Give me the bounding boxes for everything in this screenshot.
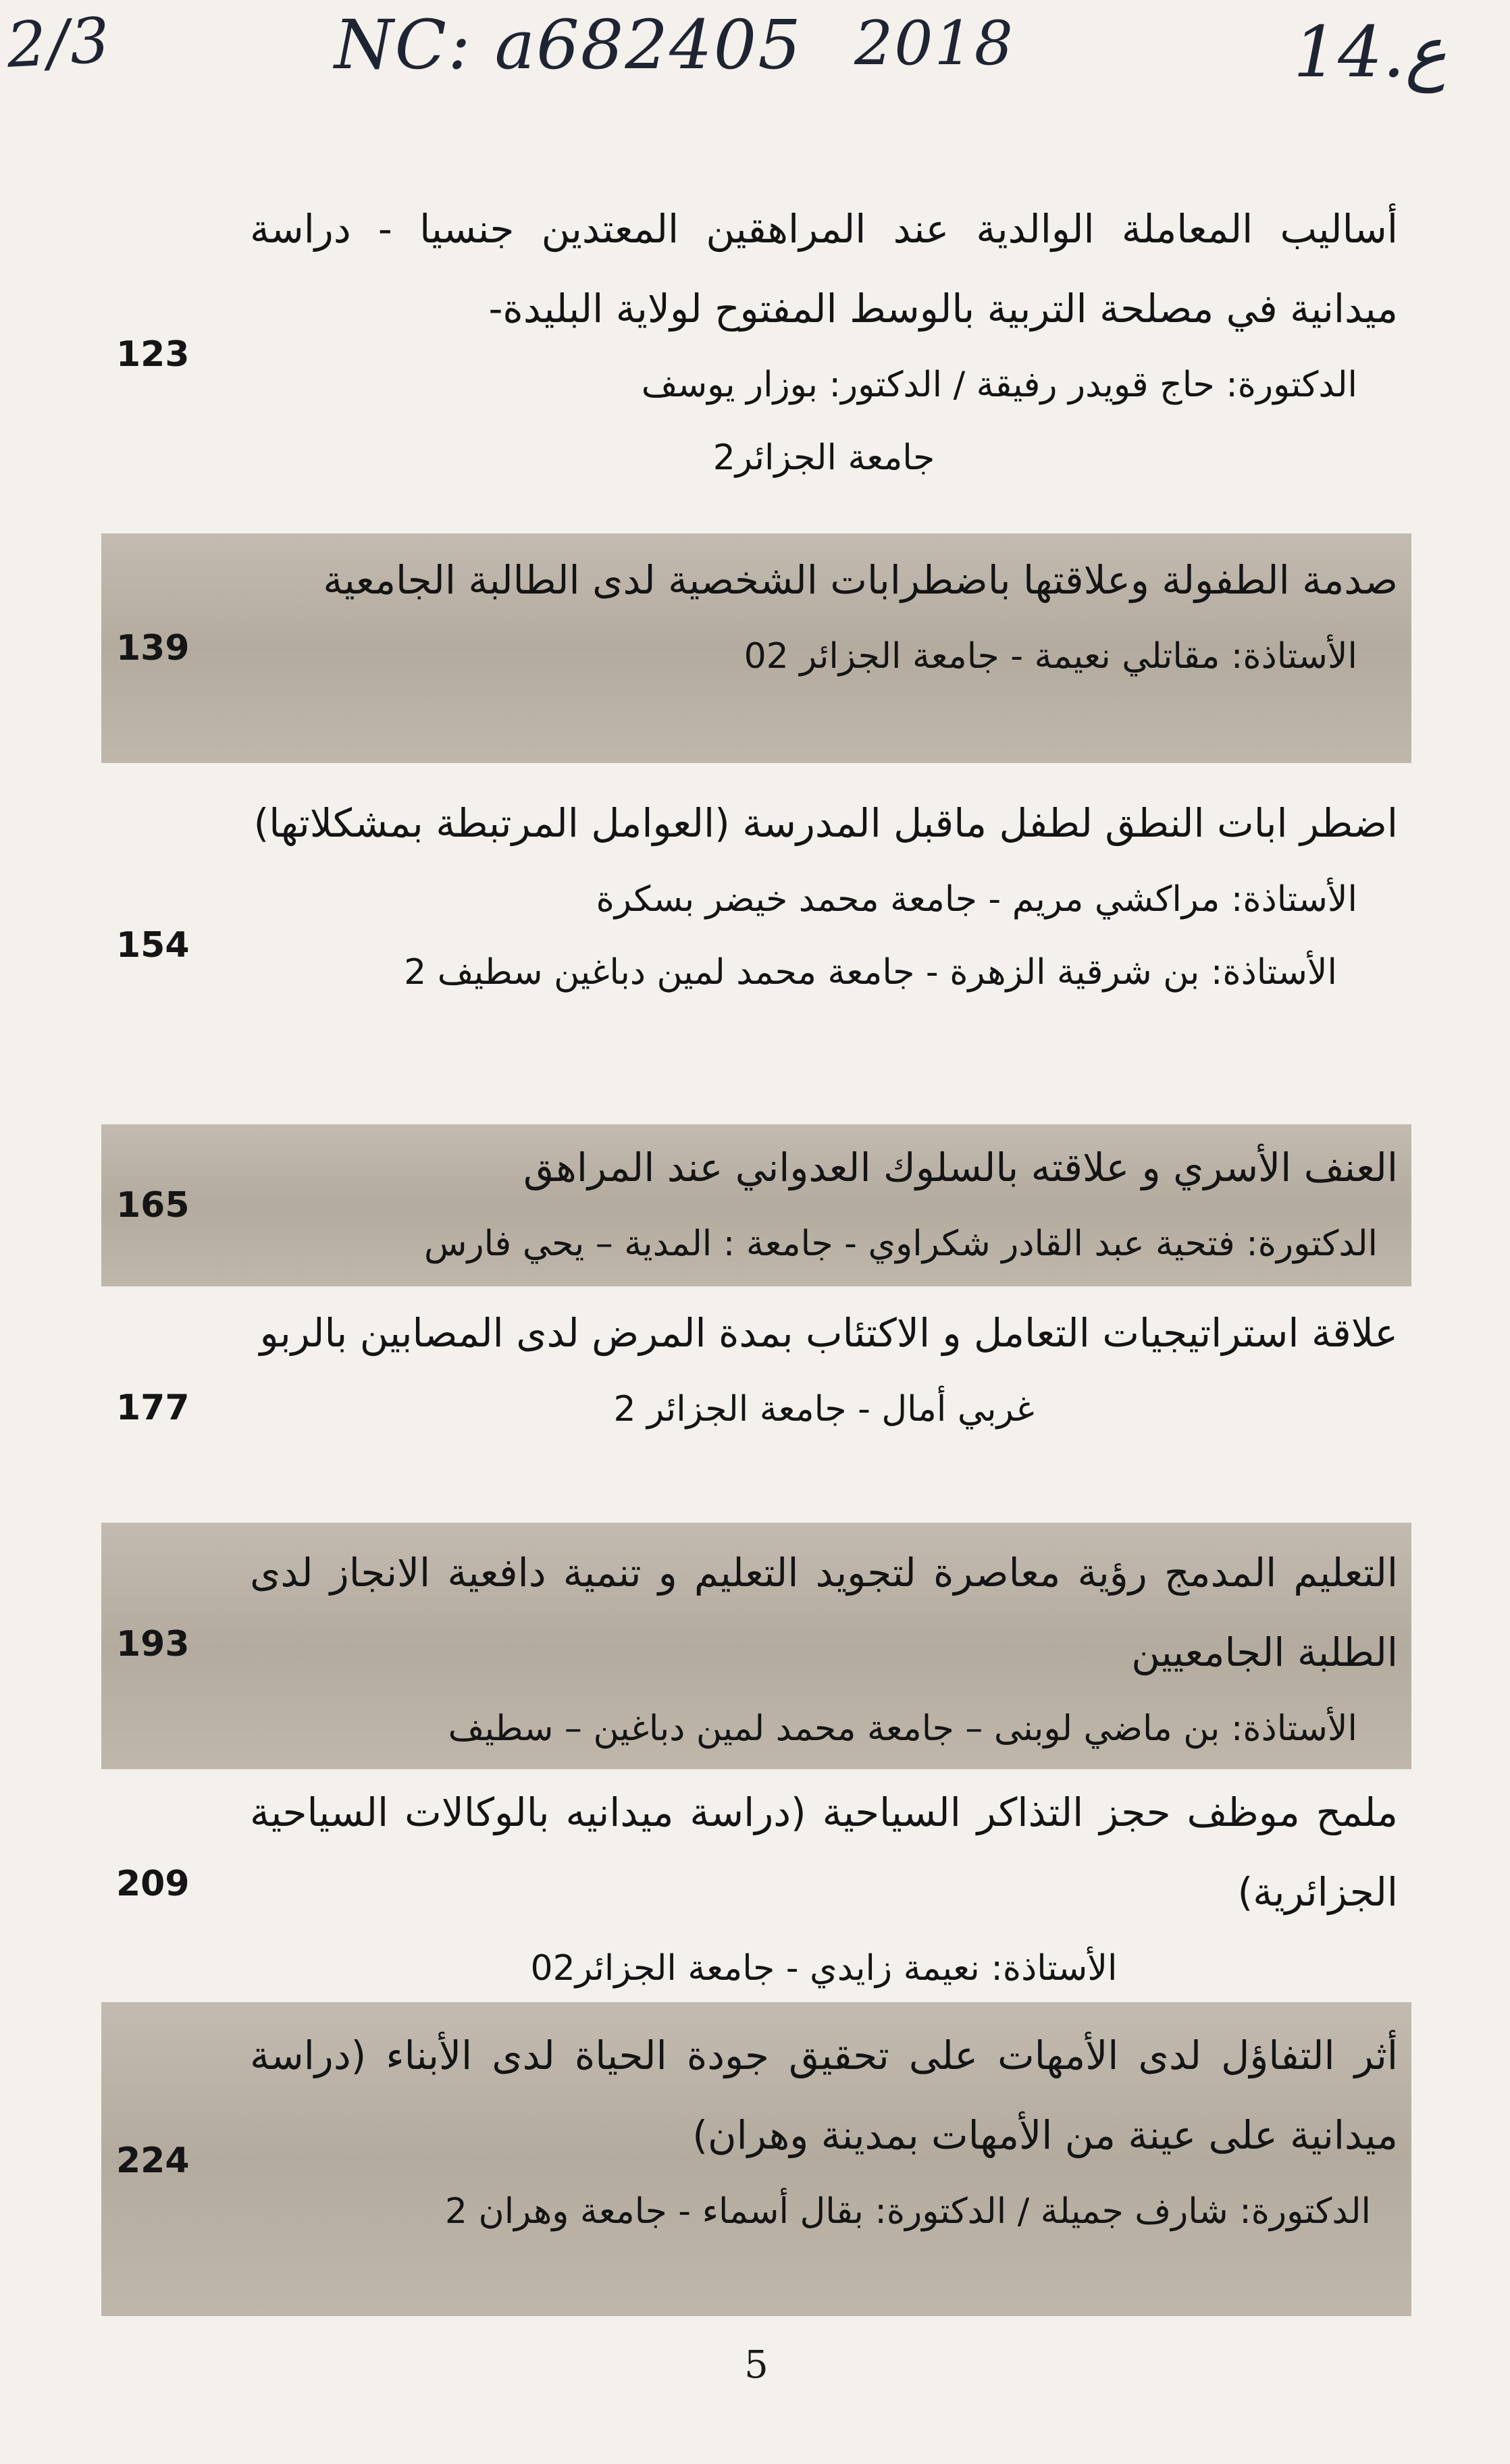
entry-author: الدكتورة: فتحية عبد القادر شكراوي - جامعة : المدية – يحي فارس bbox=[424, 1224, 1378, 1264]
toc-entry bbox=[101, 1523, 1411, 1769]
toc-entry bbox=[101, 2002, 1411, 2316]
entry-author: الأستاذة: بن شرقية الزهرة - جامعة محمد لمين دباغين سطيف 2 bbox=[404, 952, 1337, 993]
toc-entry bbox=[101, 1124, 1411, 1286]
page-number: 5 bbox=[744, 2343, 769, 2387]
toc-entry bbox=[101, 1769, 1411, 2002]
entry-page-number: 154 bbox=[116, 925, 190, 966]
entry-title: العنف الأسري و علاقته بالسلوك العدواني عند المراهق bbox=[523, 1145, 1398, 1190]
entry-author: الأستاذة: مقاتلي نعيمة - جامعة الجزائر 02 bbox=[744, 636, 1357, 677]
entry-page-number: 209 bbox=[116, 1864, 190, 1904]
toc-entry bbox=[101, 780, 1411, 1097]
entry-title: علاقة استراتيجيات التعامل و الاكتئاب بمدة المرض لدى المصابين بالربو bbox=[259, 1310, 1398, 1356]
entry-title: التعليم المدمج رؤية معاصرة لتجويد التعليم و تنمية دافعية الانجاز لدى الطلبة الجامعيين bbox=[250, 1550, 1398, 1675]
entry-page-number: 123 bbox=[116, 334, 190, 375]
entry-page-number: 193 bbox=[116, 1624, 190, 1664]
handwritten-fraction-note: 2/3 bbox=[5, 4, 113, 82]
handwritten-shelf-mark: 14.ع bbox=[1293, 11, 1447, 93]
entry-author: الأستاذة: مراكشي مريم - جامعة محمد خيضر بسكرة bbox=[596, 879, 1357, 920]
entry-title: صدمة الطفولة وعلاقتها باضطرابات الشخصية لدى الطالبة الجامعية bbox=[323, 557, 1398, 603]
entry-title: ملمح موظف حجز التذاكر السياحية (دراسة ميدانيه بالوكالات السياحية الجزائرية) bbox=[250, 1789, 1398, 1915]
toc-entry bbox=[101, 182, 1411, 486]
entry-author: غربي أمال - جامعة الجزائر 2 bbox=[613, 1389, 1035, 1430]
entry-page-number: 177 bbox=[116, 1388, 190, 1428]
entry-page-number: 165 bbox=[116, 1185, 190, 1226]
handwritten-year: 2018 bbox=[854, 8, 1015, 79]
entry-page-number: 224 bbox=[116, 2141, 190, 2181]
entry-page-number: 139 bbox=[116, 628, 190, 669]
handwritten-catalog-code: NC: a682405 bbox=[334, 5, 802, 84]
entry-title: أثر التفاؤل لدى الأمهات على تحقيق جودة الحياة لدى الأبناء (دراسة ميدانية على عينة من الأمهات بمدينة وهران) bbox=[250, 2033, 1398, 2158]
entry-author: الأستاذة: بن ماضي لوبنى – جامعة محمد لمين دباغين – سطيف bbox=[448, 1708, 1357, 1749]
entry-author: الدكتورة: شارف جميلة / الدكتورة: بقال أسماء - جامعة وهران 2 bbox=[444, 2191, 1371, 2232]
toc-entry bbox=[101, 1293, 1411, 1523]
entry-title: أساليب المعاملة الوالدية عند المراهقين المعتدين جنسيا - دراسة ميدانية في مصلحة التربية بالوسط المفتوح لولاية البليدة- bbox=[250, 206, 1398, 332]
entry-affiliation: جامعة الجزائر2 bbox=[712, 438, 935, 478]
toc-entry bbox=[101, 533, 1411, 763]
entry-title: اضطر ابات النطق لطفل ماقبل المدرسة (العوامل المرتبطة بمشكلاتها) bbox=[253, 800, 1398, 846]
entry-author: الدكتورة: حاج قويدر رفيقة / الدكتور: بوزار يوسف bbox=[641, 365, 1357, 405]
entry-author: الأستاذة: نعيمة زايدي - جامعة الجزائر02 bbox=[530, 1948, 1118, 1989]
